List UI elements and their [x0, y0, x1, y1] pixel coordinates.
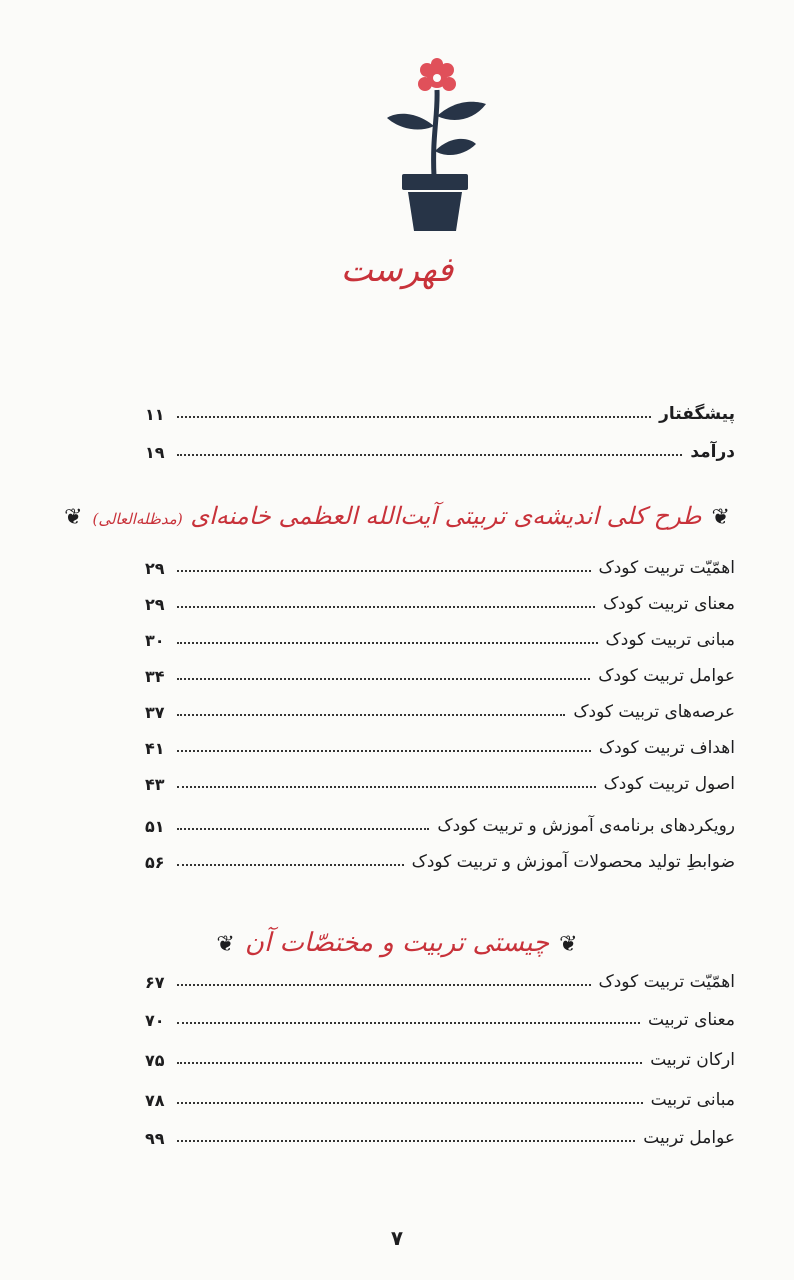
list-item[interactable] — [145, 728, 735, 758]
dot-leader — [177, 1022, 640, 1024]
toc-page-number: ۹۹ — [145, 1129, 165, 1148]
section-title-text: طرح کلی اندیشه‌ی تربیتی آیت‌الله العظمی خامنه‌ای — [190, 502, 702, 530]
section-title — [0, 502, 794, 530]
toc-label: معنای تربیت — [648, 1010, 735, 1030]
toc-label: اصول تربیت کودک — [603, 774, 735, 794]
list-item[interactable] — [145, 548, 735, 578]
dot-leader — [177, 606, 595, 608]
toc-label: اهمّیّت تربیت کودک — [598, 558, 735, 578]
dot-leader — [177, 864, 404, 866]
toc-page-number: ۴۳ — [145, 775, 165, 794]
list-item[interactable] — [145, 620, 735, 650]
toc-page-number: ۳۷ — [145, 703, 165, 722]
dot-leader — [177, 416, 651, 418]
toc-label: ضوابطِ تولید محصولات آموزش و تربیت کودک — [411, 852, 735, 872]
list-item[interactable] — [145, 1040, 735, 1070]
toc-label: درآمد — [690, 442, 735, 462]
dot-leader — [177, 828, 429, 830]
dot-leader — [177, 454, 682, 456]
dot-leader — [177, 714, 565, 716]
flower-pot-icon — [382, 56, 492, 236]
toc-label: ارکان تربیت — [650, 1050, 735, 1070]
page-title: فهرست — [340, 250, 454, 290]
list-item[interactable] — [145, 1080, 735, 1110]
list-item[interactable] — [145, 842, 735, 872]
toc-page-number: ۲۹ — [145, 559, 165, 578]
dot-leader — [177, 1062, 642, 1064]
list-item[interactable] — [145, 394, 735, 424]
dot-leader — [177, 570, 591, 572]
dot-leader — [177, 1140, 635, 1142]
section-title-suffix: (مدظله‌العالی) — [92, 510, 183, 528]
section-title — [0, 928, 794, 958]
toc-page-number: ۵۱ — [145, 817, 165, 836]
dot-leader — [177, 678, 590, 680]
toc-label: عرصه‌های تربیت کودک — [573, 702, 735, 722]
list-item[interactable] — [145, 584, 735, 614]
page-number: ۷ — [390, 1226, 404, 1250]
toc-page-number: ۶۷ — [145, 973, 165, 992]
toc-page-number: ۳۴ — [145, 667, 165, 686]
toc-page-number: ۵۶ — [145, 853, 165, 872]
dot-leader — [177, 984, 591, 986]
list-item[interactable] — [145, 1000, 735, 1030]
dot-leader — [177, 786, 596, 788]
flourish-icon: ❦ — [711, 505, 730, 530]
toc-label: مبانی تربیت — [650, 1090, 735, 1110]
toc-label: معنای تربیت کودک — [602, 594, 735, 614]
flourish-icon: ❦ — [64, 505, 83, 530]
toc-page-number: ۲۹ — [145, 595, 165, 614]
toc-page-number: ۱۹ — [145, 443, 165, 462]
dot-leader — [177, 750, 591, 752]
list-item[interactable] — [145, 692, 735, 722]
toc-page-number: ۳۰ — [145, 631, 165, 650]
toc-label: اهداف تربیت کودک — [598, 738, 735, 758]
toc-label: رویکردهای برنامه‌ی آموزش و تربیت کودک — [437, 816, 735, 836]
flourish-icon: ❦ — [559, 932, 578, 957]
toc-label: اهمّیّت تربیت کودک — [598, 972, 735, 992]
toc-page-number: ۷۸ — [145, 1091, 165, 1110]
toc-label: مبانی تربیت کودک — [605, 630, 735, 650]
list-item[interactable] — [145, 806, 735, 836]
list-item[interactable] — [145, 432, 735, 462]
toc-label: پیشگفتار — [659, 404, 735, 424]
section-title-text: چیستی تربیت و مختصّات آن — [244, 928, 550, 958]
list-item[interactable] — [145, 656, 735, 686]
list-item[interactable] — [145, 962, 735, 992]
toc-page-number: ۱۱ — [145, 405, 165, 424]
flourish-icon: ❦ — [216, 932, 235, 957]
dot-leader — [177, 1102, 643, 1104]
list-item[interactable] — [145, 1118, 735, 1148]
toc-page-number: ۷۵ — [145, 1051, 165, 1070]
dot-leader — [177, 642, 598, 644]
list-item[interactable] — [145, 764, 735, 794]
toc-label: عوامل تربیت — [643, 1128, 735, 1148]
toc-page-number: ۷۰ — [145, 1011, 165, 1030]
toc-page-number: ۴۱ — [145, 739, 165, 758]
toc-label: عوامل تربیت کودک — [598, 666, 735, 686]
